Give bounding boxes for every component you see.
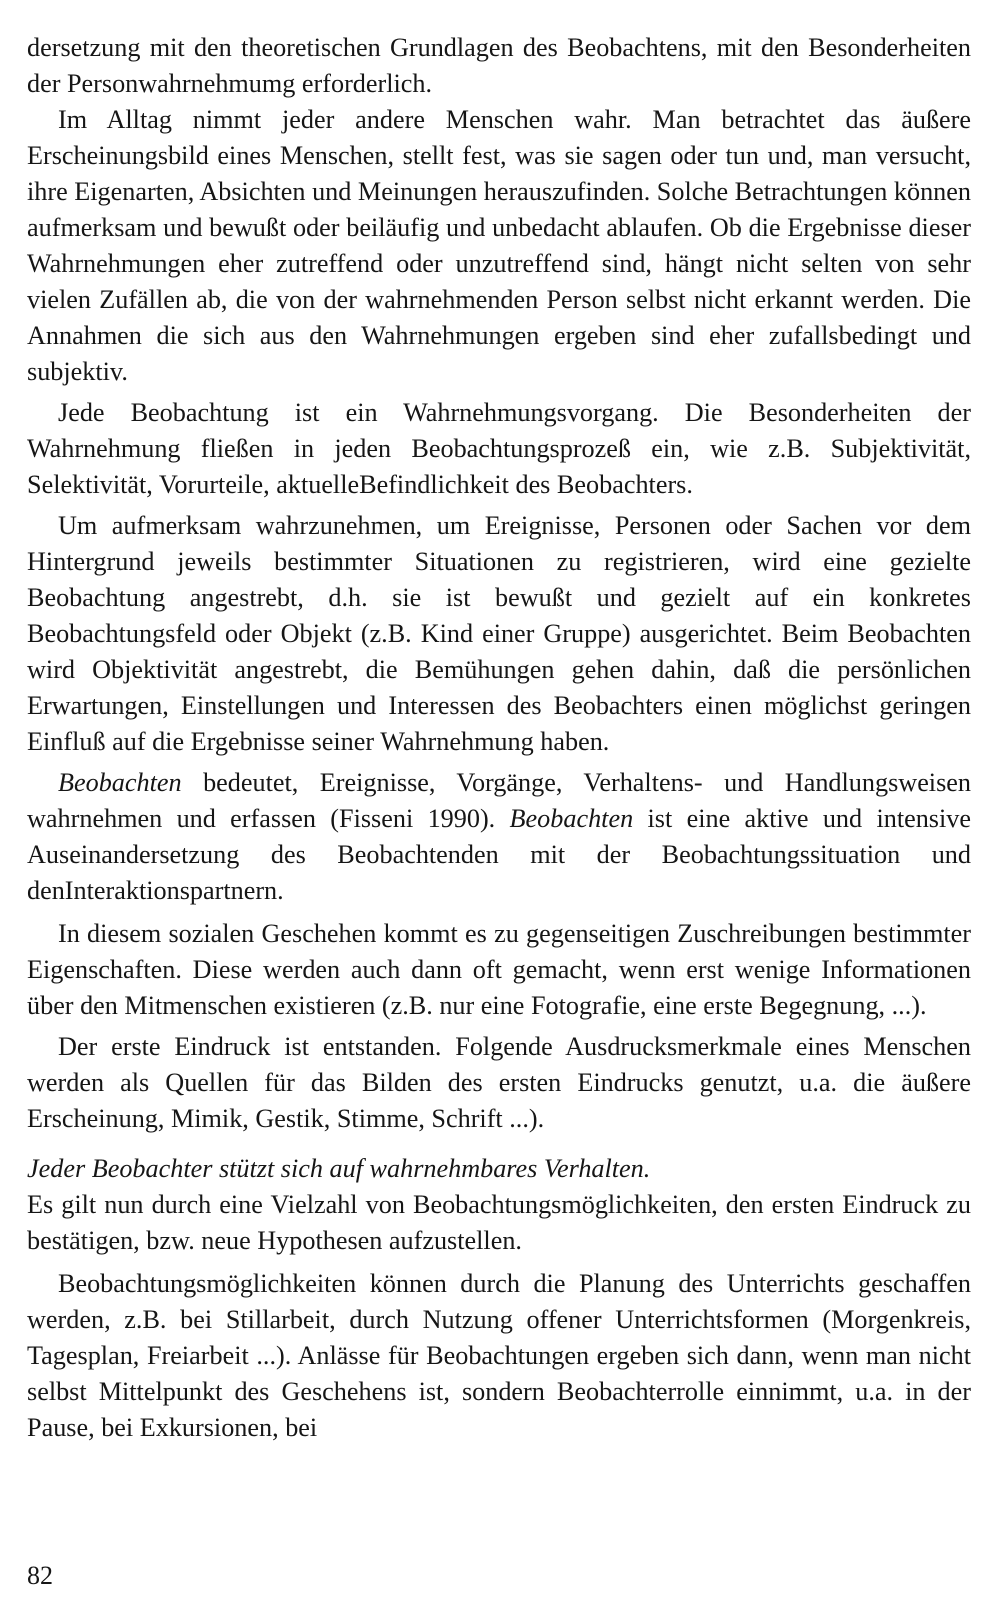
definition-text-1: bedeutet, Ereignisse, Vorgänge, Verhaltens- und Handlungsweisen wahrnehmen und erfassen (Fisseni 1990).	[27, 768, 971, 833]
paragraph-hypotheses: Es gilt nun durch eine Vielzahl von Beobachtungsmöglichkeiten, den ersten Eindruck zu bestätigen, bzw. neue Hypothesen aufzustellen.	[27, 1190, 971, 1255]
paragraph-everyday-perception: Im Alltag nimmt jeder andere Menschen wahr. Man betrachtet das äußere Erscheinungsbild eines Menschen, stellt fest, was sie sagen oder tun und, man versucht, ihre Eigenarten, Absichten und Meinungen herauszufinden. Solche Betrachtungen können aufmerksam und bewußt oder beiläufig und unbedacht ablaufen. Ob die Ergebnisse dieser Wahrnehmungen eher zutreffend oder unzutreffend sind, hängt nicht selten von sehr vielen Zufällen ab, die von der wahrnehmenden Person selbst nicht erkannt werden. Die Annahmen die sich aus den Wahrnehmungen ergeben sind eher zufallsbedingt und subjektiv.	[27, 105, 971, 386]
paragraph-observation-perception: Jede Beobachtung ist ein Wahrnehmungsvorgang. Die Besonderheiten der Wahrnehmung fließen in jeden Beobachtungsprozeß ein, wie z.B. Subjektivität, Selektivität, Vorurteile, aktuelleBefindlichkeit des Beobachters.	[27, 398, 971, 499]
page-number: 82	[27, 1561, 53, 1590]
paragraph-definition	[27, 765, 971, 909]
page-body	[27, 30, 971, 1446]
term-beobachten: Beobachten	[58, 768, 182, 797]
paragraph-opportunities: Beobachtungsmöglichkeiten können durch die Planung des Unterrichts geschaffen werden, z.B. bei Stillarbeit, durch Nutzung offener Unterrichtsformen (Morgenkreis, Tagesplan, Freiarbeit ...). Anlässe für Beobachtungen ergeben sich dann, wenn man nicht selbst Mittelpunkt des Geschehens ist, sondern Beobachterrolle einnimmt, u.a. in der Pause, bei Exkursionen, bei	[27, 1269, 971, 1442]
paragraph-first-impression: Der erste Eindruck ist entstanden. Folgende Ausdrucksmerkmale eines Menschen werden als Quellen für das Bilden des ersten Eindrucks genutzt, u.a. die äußere Erscheinung, Mimik, Gestik, Stimme, Schrift ...).	[27, 1032, 971, 1133]
paragraph-targeted-observation: Um aufmerksam wahrzunehmen, um Ereignisse, Personen oder Sachen vor dem Hintergrund jeweils bestimmter Situationen zu registrieren, wird eine gezielte Beobachtung angestrebt, d.h. sie ist bewußt und gezielt auf ein konkretes Beobachtungsfeld oder Objekt (z.B. Kind einer Gruppe) ausgerichtet. Beim Beobachten wird Objektivität angestrebt, die Bemühungen gehen dahin, daß die persönlichen Erwartungen, Einstellungen und Interessen des Beobachters einen möglichst geringen Einfluß auf die Ergebnisse seiner Wahrnehmung haben.	[27, 511, 971, 756]
italic-statement: Jeder Beobachter stützt sich auf wahrnehmbares Verhalten.	[27, 1154, 651, 1183]
definition-text-2: ist eine aktive und intensive Auseinandersetzung des Beobachtenden mit der Beobachtungssituation und denInteraktionspartnern.	[27, 804, 971, 905]
term-beobachten-2: Beobachten	[509, 804, 634, 833]
paragraph-social-attribution: In diesem sozialen Geschehen kommt es zu gegenseitigen Zuschreibungen bestimmter Eigenschaften. Diese werden auch dann oft gemacht, wenn erst wenige Informationen über den Mitmenschen existieren (z.B. nur eine Fotografie, eine erste Begegnung, ...).	[27, 919, 971, 1020]
paragraph-continuation: dersetzung mit den theoretischen Grundlagen des Beobachtens, mit den Besonderheiten der Personwahrnehmumg erforderlich.	[27, 33, 971, 98]
